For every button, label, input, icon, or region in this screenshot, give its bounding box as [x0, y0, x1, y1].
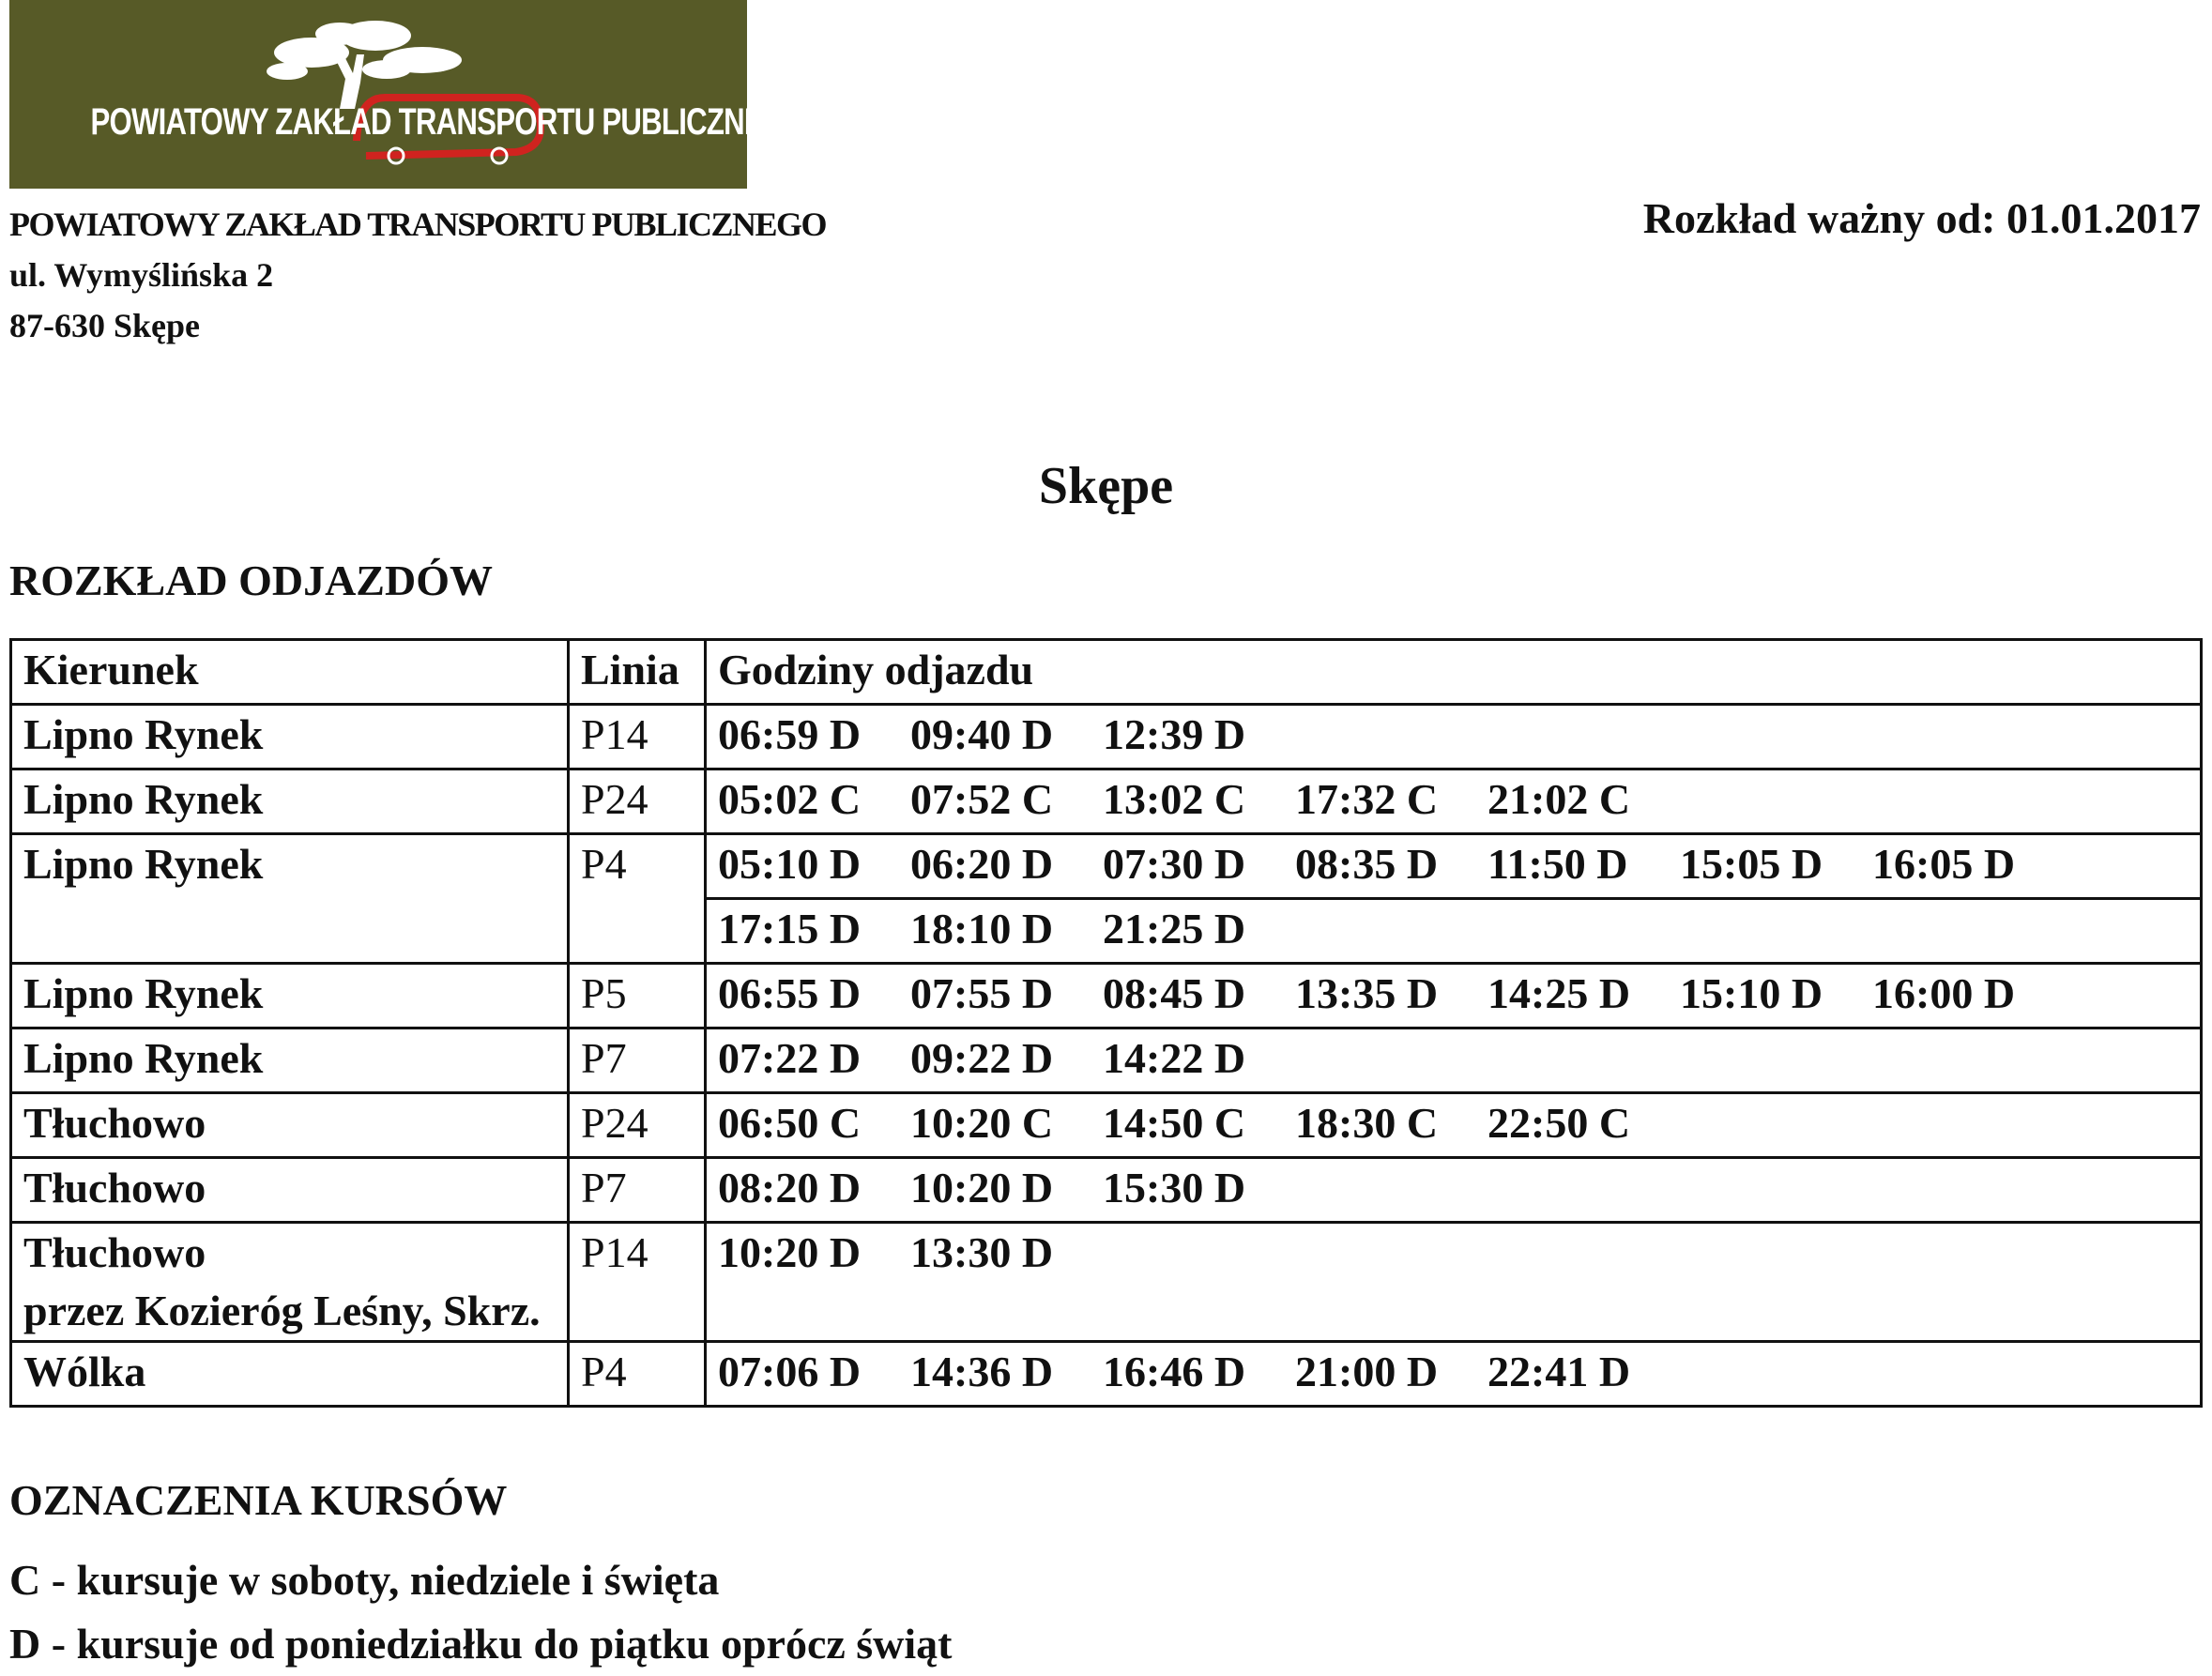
departure-time: 13:35 D: [1295, 969, 1439, 1017]
departure-time: 16:05 D: [1872, 840, 2016, 888]
table-row: [11, 1342, 2202, 1407]
departure-time: 15:05 D: [1680, 840, 1823, 888]
logo-text: POWIATOWY ZAKŁAD TRANSPORTU PUBLICZNEGO: [90, 101, 807, 143]
departure-times-cell: [706, 834, 2202, 899]
departure-time: 07:55 D: [910, 969, 1054, 1017]
departure-time: 08:35 D: [1295, 840, 1439, 888]
table-row: [11, 705, 2202, 769]
departure-time: 22:50 C: [1487, 1099, 1631, 1147]
departure-time: 13:30 D: [910, 1228, 1054, 1276]
departure-time: 07:22 D: [718, 1034, 862, 1082]
departure-times-cell: [706, 1093, 2202, 1158]
address-street: ul. Wymyślińska 2: [9, 256, 274, 294]
direction-cell: [11, 769, 569, 834]
departure-times-cell: [706, 1028, 2202, 1093]
departure-time: 21:25 D: [1103, 905, 1246, 952]
table-row: [11, 964, 2202, 1028]
direction-cell: [11, 705, 569, 769]
header-direction: Kierunek: [11, 640, 569, 705]
direction-cell: [11, 1158, 569, 1223]
line-cell: P5: [569, 964, 706, 1028]
table-row: [11, 1223, 2202, 1342]
header-times: Godziny odjazdu: [706, 640, 2202, 705]
line-cell: P7: [569, 1028, 706, 1093]
departure-time: 14:22 D: [1103, 1034, 1246, 1082]
departure-time: 06:59 D: [718, 710, 862, 758]
legend-item-c: C - kursuje w soboty, niedziele i święta: [9, 1556, 720, 1604]
line-cell: P7: [569, 1158, 706, 1223]
legend: [9, 1548, 953, 1676]
departure-time: 05:10 D: [718, 840, 862, 888]
direction-cell: [11, 1223, 569, 1342]
departure-time: 18:10 D: [910, 905, 1054, 952]
header-line: Linia: [569, 640, 706, 705]
direction-name: Tłuchowo: [23, 1099, 206, 1147]
table-row: [11, 769, 2202, 834]
direction-name: Tłuchowo: [23, 1164, 206, 1211]
direction-cell: [11, 834, 569, 964]
departure-times-cell: [706, 964, 2202, 1028]
departure-time: 08:45 D: [1103, 969, 1246, 1017]
line-cell: P4: [569, 1342, 706, 1407]
departure-time: 10:20 D: [718, 1228, 862, 1276]
company-address: [9, 199, 826, 351]
departure-time: 06:20 D: [910, 840, 1054, 888]
line-cell: P4: [569, 834, 706, 964]
departure-time: 07:30 D: [1103, 840, 1246, 888]
departure-time: 18:30 C: [1295, 1099, 1439, 1147]
direction-name: Lipno Rynek: [23, 775, 264, 823]
company-name: POWIATOWY ZAKŁAD TRANSPORTU PUBLICZNEGO: [9, 206, 827, 243]
departure-time: 14:50 C: [1103, 1099, 1246, 1147]
table-row: [11, 1028, 2202, 1093]
line-cell: P14: [569, 1223, 706, 1342]
direction-cell: [11, 1028, 569, 1093]
departure-time: 21:00 D: [1295, 1348, 1439, 1395]
direction-cell: [11, 1093, 569, 1158]
direction-name: Lipno Rynek: [23, 1034, 264, 1082]
departure-times-cell: [706, 705, 2202, 769]
departure-time: 21:02 C: [1487, 775, 1631, 823]
departure-time: 12:39 D: [1103, 710, 1246, 758]
valid-from: Rozkład ważny od: 01.01.2017: [1642, 194, 2201, 242]
departure-time: 09:40 D: [910, 710, 1054, 758]
departure-time: 15:30 D: [1103, 1164, 1246, 1211]
departure-time: 14:36 D: [910, 1348, 1054, 1395]
direction-name: Wólka: [23, 1348, 146, 1395]
logo-graphic: [9, 0, 807, 189]
departure-time: 06:55 D: [718, 969, 862, 1017]
direction-cell: [11, 1342, 569, 1407]
address-city: 87-630 Skępe: [9, 307, 201, 344]
departure-time: 07:52 C: [910, 775, 1054, 823]
section-title: ROZKŁAD ODJAZDÓW: [9, 556, 493, 604]
departure-time: 14:25 D: [1487, 969, 1631, 1017]
table-row: [11, 834, 2202, 899]
table-header-row: [11, 640, 2202, 705]
table-row: [11, 1158, 2202, 1223]
departure-time: 11:50 D: [1487, 840, 1628, 888]
direction-name: Tłuchowo: [23, 1228, 206, 1276]
line-cell: P24: [569, 1093, 706, 1158]
table-row: [11, 1093, 2202, 1158]
departure-time: 22:41 D: [1487, 1348, 1631, 1395]
departure-times-cell: [706, 899, 2202, 964]
departure-time: 17:32 C: [1295, 775, 1439, 823]
departure-times-cell: [706, 1158, 2202, 1223]
legend-title: OZNACZENIA KURSÓW: [9, 1476, 508, 1524]
departure-time: 16:00 D: [1872, 969, 2016, 1017]
departure-times-cell: [706, 1342, 2202, 1407]
departure-times-cell: [706, 1223, 2202, 1342]
direction-name: Lipno Rynek: [23, 840, 264, 888]
direction-cell: [11, 964, 569, 1028]
legend-item-d: D - kursuje od poniedziałku do piątku oprócz świąt: [9, 1620, 953, 1668]
departure-time: 05:02 C: [718, 775, 862, 823]
timetable: [9, 638, 2203, 1408]
departure-time: 10:20 C: [910, 1099, 1054, 1147]
departure-time: 08:20 D: [718, 1164, 862, 1211]
departure-time: 17:15 D: [718, 905, 862, 952]
line-cell: P24: [569, 769, 706, 834]
departure-time: 07:06 D: [718, 1348, 862, 1395]
departure-time: 15:10 D: [1680, 969, 1823, 1017]
departure-time: 13:02 C: [1103, 775, 1246, 823]
direction-name: Lipno Rynek: [23, 969, 264, 1017]
departure-time: 16:46 D: [1103, 1348, 1246, 1395]
departure-time: 06:50 C: [718, 1099, 862, 1147]
departure-time: 10:20 D: [910, 1164, 1054, 1211]
direction-name: Lipno Rynek: [23, 710, 264, 758]
departure-times-cell: [706, 769, 2202, 834]
stop-name: Skępe: [1038, 457, 1174, 515]
direction-via: przez Kozieróg Leśny, Skrz.: [23, 1287, 541, 1334]
line-cell: P14: [569, 705, 706, 769]
company-logo: [9, 0, 807, 189]
departure-time: 09:22 D: [910, 1034, 1054, 1082]
